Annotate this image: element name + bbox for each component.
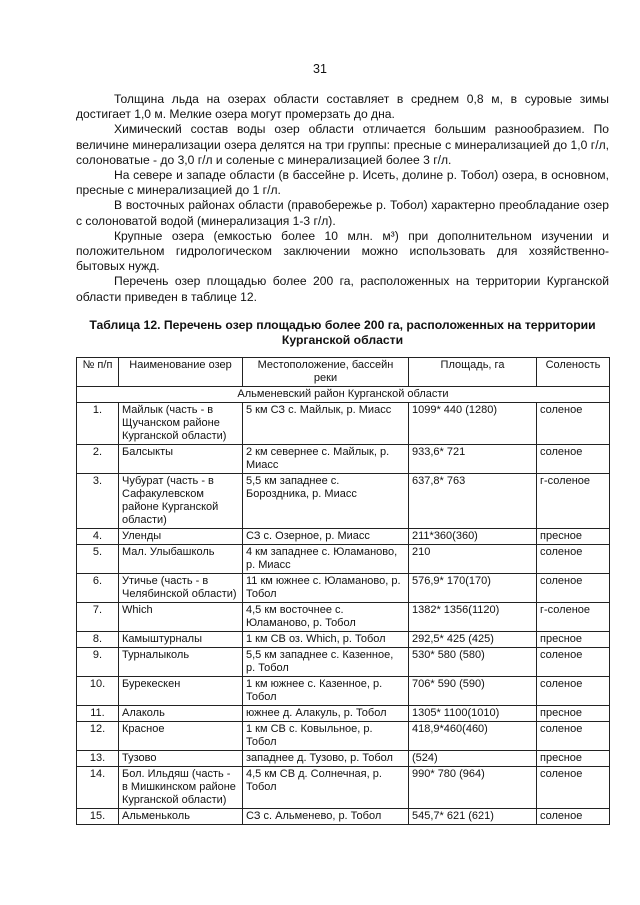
- cell-area: 933,6* 721: [409, 445, 537, 474]
- table-body: [77, 387, 610, 825]
- table-row: [77, 474, 610, 529]
- table-row: [77, 603, 610, 632]
- cell-lake-name: Чубурат (часть - в Сафакулевском районе Курганской области): [119, 474, 243, 529]
- paragraph: В восточных районах области (правобережье р. Тобол) характерно преобладание озер с солоноватой водой (минерализация 1-3 г/л).: [76, 198, 609, 228]
- cell-lake-name: Уленды: [119, 529, 243, 545]
- cell-location: 4,5 км восточнее с. Юламаново, р. Тобол: [243, 603, 409, 632]
- table-row: [77, 751, 610, 767]
- cell-area: 637,8* 763: [409, 474, 537, 529]
- paragraph: Химический состав воды озер области отличается большим разнообразием. По величине минерализации озера делятся на три группы: пресные с минерализацией до 1,0 г/л, солоноватые - до 3,0 г/л и соленые с минерализацией более 3 г/л.: [76, 122, 609, 167]
- header-salinity: Соленость: [537, 358, 610, 387]
- cell-salinity: соленое: [537, 648, 610, 677]
- cell-salinity: соленое: [537, 403, 610, 445]
- body-text: [76, 92, 609, 305]
- cell-location: западнее д. Тузово, р. Тобол: [243, 751, 409, 767]
- table-caption: Таблица 12. Перечень озер площадью более 200 га, расположенных на территории Курганской области: [89, 318, 596, 347]
- cell-location: 5 км СЗ с. Майлык, р. Миасс: [243, 403, 409, 445]
- cell-area: 1382* 1356(1120): [409, 603, 537, 632]
- cell-salinity: соленое: [537, 809, 610, 825]
- cell-salinity: пресное: [537, 632, 610, 648]
- cell-lake-name: Тузово: [119, 751, 243, 767]
- cell-area: 418,9*460(460): [409, 722, 537, 751]
- cell-number: 1.: [77, 403, 119, 445]
- cell-number: 15.: [77, 809, 119, 825]
- cell-salinity: пресное: [537, 529, 610, 545]
- cell-number: 7.: [77, 603, 119, 632]
- paragraph: Перечень озер площадью более 200 га, расположенных на территории Курганской области приведен в таблице 12.: [76, 274, 609, 304]
- cell-lake-name: Мал. Улыбашколь: [119, 545, 243, 574]
- cell-salinity: соленое: [537, 445, 610, 474]
- cell-area: 1099* 440 (1280): [409, 403, 537, 445]
- paragraph: Крупные озера (емкостью более 10 млн. м³) при дополнительном изучении и положительном гидрологическом заключении можно использовать для хозяйственно-бытовых нужд.: [76, 228, 609, 274]
- cell-number: 10.: [77, 677, 119, 706]
- cell-number: 9.: [77, 648, 119, 677]
- cell-area: 545,7* 621 (621): [409, 809, 537, 825]
- table-row: [77, 445, 610, 474]
- cell-number: 11.: [77, 706, 119, 722]
- cell-area: 292,5* 425 (425): [409, 632, 537, 648]
- table-row: [77, 809, 610, 825]
- table-row: [77, 403, 610, 445]
- cell-salinity: г-соленое: [537, 603, 610, 632]
- cell-number: 8.: [77, 632, 119, 648]
- cell-location: 2 км севернее с. Майлык, р. Миасс: [243, 445, 409, 474]
- cell-area: 530* 580 (580): [409, 648, 537, 677]
- paragraph: На севере и западе области (в бассейне р. Исеть, долине р. Тобол) озера, в основном, пресные с минерализацией до 1 г/л.: [76, 168, 609, 198]
- cell-lake-name: Камыштурналы: [119, 632, 243, 648]
- region-label: Альменевский район Курганской области: [77, 387, 610, 403]
- cell-location: 1 км СВ оз. Which, р. Тобол: [243, 632, 409, 648]
- cell-location: 1 км СВ с. Ковыльное, р. Тобол: [243, 722, 409, 751]
- table-row: [77, 545, 610, 574]
- cell-location: 4 км западнее с. Юламаново, р. Миасс: [243, 545, 409, 574]
- cell-area: 210: [409, 545, 537, 574]
- cell-location: 5,5 км западнее с. Казенное, р. Тобол: [243, 648, 409, 677]
- cell-area: 211*360(360): [409, 529, 537, 545]
- cell-area: (524): [409, 751, 537, 767]
- cell-salinity: соленое: [537, 722, 610, 751]
- cell-location: СЗ с. Озерное, р. Миасс: [243, 529, 409, 545]
- cell-number: 12.: [77, 722, 119, 751]
- cell-number: 4.: [77, 529, 119, 545]
- table-row: [77, 632, 610, 648]
- cell-lake-name: Майлык (часть - в Щучанском районе Курганской области): [119, 403, 243, 445]
- paragraph: Толщина льда на озерах области составляет в среднем 0,8 м, в суровые зимы достигает 1,0 м. Мелкие озера могут промерзать до дна.: [76, 92, 609, 122]
- cell-area: 1305* 1100(1010): [409, 706, 537, 722]
- table-row: [77, 648, 610, 677]
- table-row: [77, 722, 610, 751]
- header-location: Местоположение, бассейн реки: [243, 358, 409, 387]
- page-number: 31: [313, 62, 327, 76]
- header-lake-name: Наименование озер: [119, 358, 243, 387]
- cell-number: 13.: [77, 751, 119, 767]
- cell-salinity: соленое: [537, 574, 610, 603]
- cell-salinity: пресное: [537, 706, 610, 722]
- table-row: [77, 767, 610, 809]
- cell-lake-name: Турналыколь: [119, 648, 243, 677]
- cell-lake-name: Красное: [119, 722, 243, 751]
- cell-salinity: соленое: [537, 767, 610, 809]
- cell-salinity: соленое: [537, 677, 610, 706]
- cell-salinity: пресное: [537, 751, 610, 767]
- table-row: [77, 677, 610, 706]
- cell-location: 4,5 км СВ д. Солнечная, р. Тобол: [243, 767, 409, 809]
- cell-area: 990* 780 (964): [409, 767, 537, 809]
- cell-lake-name: Бурекескен: [119, 677, 243, 706]
- cell-salinity: соленое: [537, 545, 610, 574]
- cell-lake-name: Бол. Ильдяш (часть - в Мишкинском районе Курганской области): [119, 767, 243, 809]
- cell-location: южнее д. Алакуль, р. Тобол: [243, 706, 409, 722]
- table-header-row: [77, 358, 610, 387]
- cell-lake-name: Альменьколь: [119, 809, 243, 825]
- table-row: [77, 529, 610, 545]
- cell-location: 11 км южнее с. Юламаново, р. Тобол: [243, 574, 409, 603]
- cell-number: 5.: [77, 545, 119, 574]
- cell-number: 3.: [77, 474, 119, 529]
- header-number: № п/п: [77, 358, 119, 387]
- table-row: [77, 706, 610, 722]
- cell-location: СЗ с. Альменево, р. Тобол: [243, 809, 409, 825]
- cell-lake-name: Балсыкты: [119, 445, 243, 474]
- cell-area: 576,9* 170(170): [409, 574, 537, 603]
- cell-number: 14.: [77, 767, 119, 809]
- cell-salinity: г-соленое: [537, 474, 610, 529]
- region-row: [77, 387, 610, 403]
- cell-area: 706* 590 (590): [409, 677, 537, 706]
- cell-lake-name: Which: [119, 603, 243, 632]
- cell-lake-name: Утичье (часть - в Челябинской области): [119, 574, 243, 603]
- cell-number: 6.: [77, 574, 119, 603]
- cell-number: 2.: [77, 445, 119, 474]
- cell-location: 5,5 км западнее с. Бороздника, р. Миасс: [243, 474, 409, 529]
- lakes-table: [76, 357, 610, 825]
- table-row: [77, 574, 610, 603]
- cell-lake-name: Алаколь: [119, 706, 243, 722]
- header-area: Площадь, га: [409, 358, 537, 387]
- cell-location: 1 км южнее с. Казенное, р. Тобол: [243, 677, 409, 706]
